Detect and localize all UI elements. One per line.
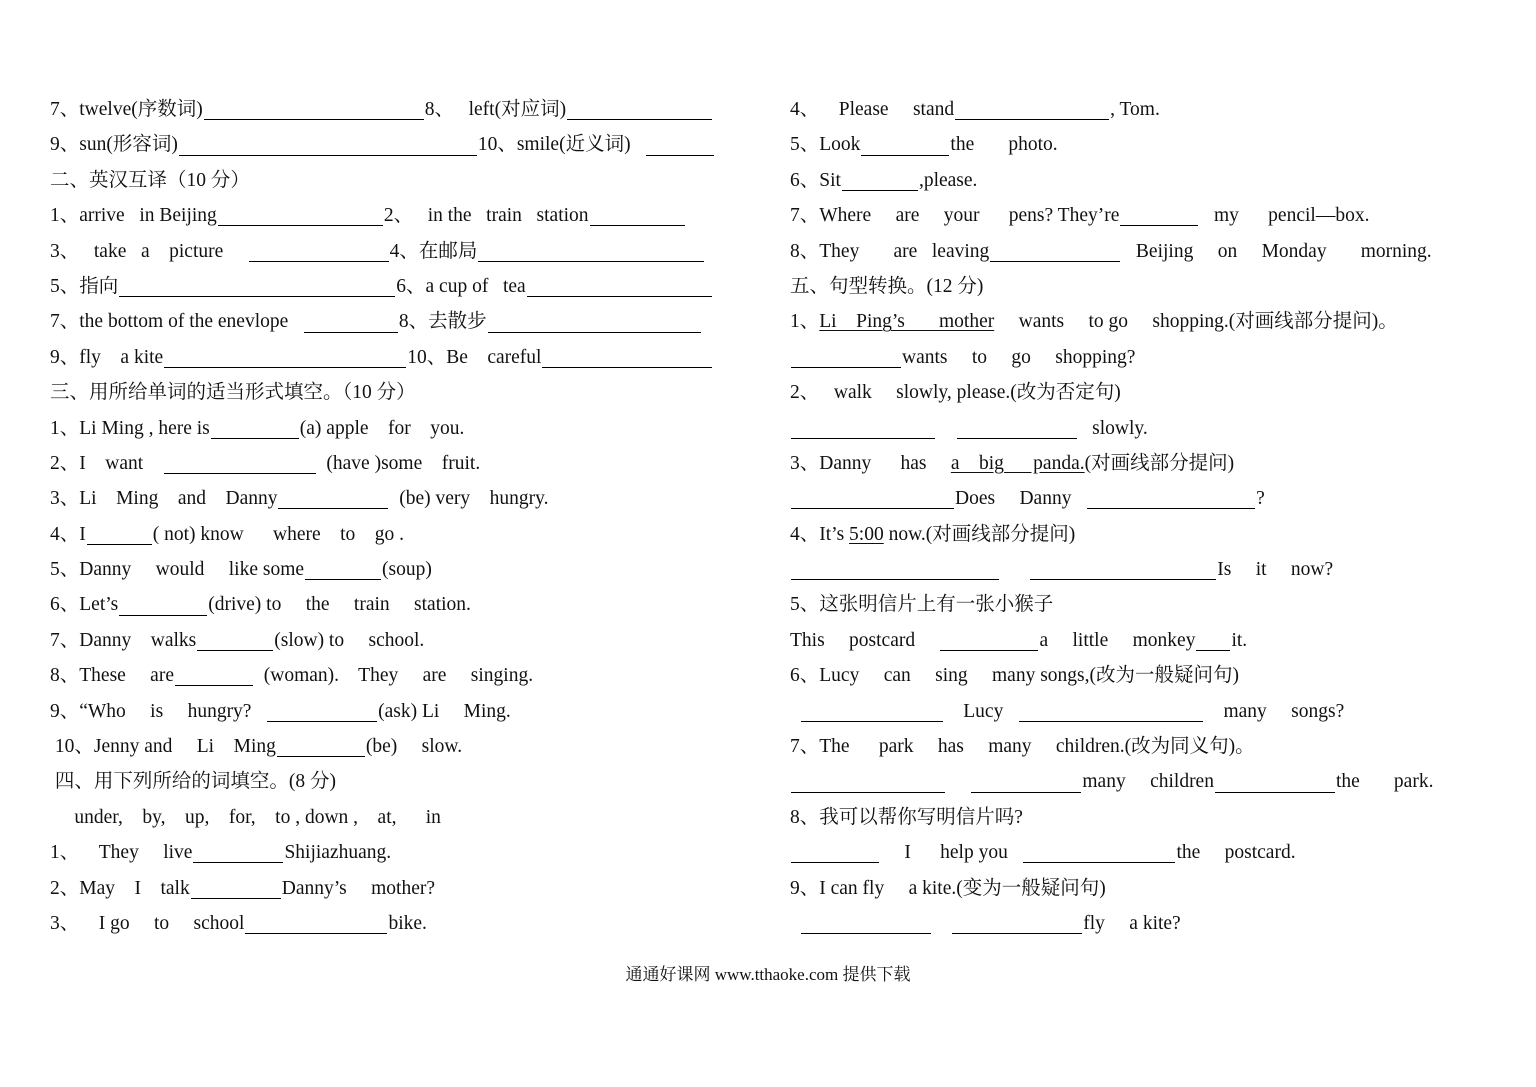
answer-blank[interactable] [791,418,935,439]
line-text: wants to go shopping? [902,346,1136,368]
line-text: 9、fly a kite [50,346,164,368]
exercise-line [790,658,1490,693]
answer-blank[interactable] [478,241,704,262]
answer-blank[interactable] [527,276,712,297]
exercise-line [790,234,1490,269]
exercise-line [790,517,1490,552]
line-text: 9、I can fly a kite.(变为一般疑问句) [790,877,1106,899]
left-column [50,92,750,941]
line-text: (woman). They are singing. [254,665,534,687]
exercise-line [790,198,1490,233]
line-text: 8、They are leaving [790,240,990,262]
answer-blank[interactable] [164,347,406,368]
line-text: 6、a cup of tea [396,275,526,297]
line-text [1000,552,1029,587]
answer-blank[interactable] [791,488,954,509]
answer-blank[interactable] [791,347,901,368]
line-text: ( not) know where to go . [152,523,405,545]
line-text: 6、Lucy can sing many songs,(改为一般疑问句) [790,665,1239,687]
answer-blank[interactable] [861,135,949,156]
exercise-line [790,906,1490,941]
line-text: 4、在邮局 [389,240,478,262]
line-text: , Tom. [1110,99,1160,120]
line-text: 1、 [790,311,820,333]
answer-blank[interactable] [267,701,377,722]
answer-blank[interactable] [193,842,283,863]
exercise-line [790,694,1490,729]
line-text: 三、用所给单词的适当形式填空。（10 分） [50,382,416,404]
exercise-line [790,163,1490,198]
exercise-line [50,375,750,410]
answer-blank[interactable] [304,312,398,333]
line-text: Does Danny [955,488,1087,510]
exercise-line [50,304,750,339]
line-text: 2、I want [50,452,163,474]
line-text: 8、去散步 [398,311,487,333]
exercise-line [790,481,1490,516]
line-text: Lucy [943,700,1018,722]
answer-blank[interactable] [1196,630,1230,651]
line-text: 7、The park has many children.(改为同义句)。 [790,736,1255,758]
answer-blank[interactable] [952,913,1082,934]
line-text: (drive) to the train station. [208,594,471,616]
answer-blank[interactable] [278,488,388,509]
answer-blank[interactable] [801,913,931,934]
answer-blank[interactable] [791,772,945,793]
line-text [946,764,970,799]
exercise-line [790,127,1490,162]
line-text: many children [1082,771,1214,793]
exercise-line [790,411,1490,446]
exercise-line [790,340,1490,375]
answer-blank[interactable] [1019,701,1203,722]
answer-blank[interactable] [175,665,253,686]
exercise-line [50,800,750,835]
line-text: (对画线部分提问) [1084,452,1235,474]
line-text: 四、用下列所给的词填空。(8 分) [50,771,336,793]
exercise-line [50,234,750,269]
answer-blank[interactable] [119,276,395,297]
line-text: 5、指向 [50,275,119,297]
page-footer: 通通好课网 www.tthaoke.com 提供下载 [625,965,911,984]
line-text: 1、arrive in Beijing [50,205,217,227]
line-text: 5、Look [790,134,861,156]
line-text: 10、smile(近义词) [477,134,646,156]
answer-blank[interactable] [191,878,281,899]
exercise-line [790,623,1490,658]
line-text: (ask) Li Ming. [378,700,511,722]
exercise-line [790,304,1490,339]
line-text: many songs? [1203,700,1345,722]
answer-blank[interactable] [940,630,1038,651]
line-text: ? [1256,488,1265,510]
answer-blank[interactable] [1030,559,1216,580]
answer-blank[interactable] [542,347,712,368]
line-text: 7、Where are your pens? They’re [790,205,1120,227]
answer-blank[interactable] [87,524,152,545]
exercise-line [50,729,750,764]
exercise-line [50,694,750,729]
exercise-line [50,552,750,587]
line-text: now.(对画线部分提问) [883,523,1076,545]
line-text: it. [1231,629,1248,651]
line-text: the park. [1335,771,1434,793]
line-text: (have )some fruit. [316,452,481,474]
line-text: 10、Be careful [407,346,542,368]
answer-blank[interactable] [204,99,424,120]
line-text: Is it now? [1217,559,1334,581]
answer-blank[interactable] [791,842,879,863]
answer-blank[interactable] [791,559,999,580]
line-text: 7、Danny walks [50,629,197,651]
answer-blank[interactable] [277,736,365,757]
answer-blank[interactable] [646,135,714,156]
exercise-line [50,658,750,693]
exercise-line [50,198,750,233]
exercise-line [50,764,750,799]
exercise-line [50,163,750,198]
line-text: 5、这张明信片上有一张小猴子 [790,594,1054,616]
exercise-line [790,800,1490,835]
exercise-line [50,587,750,622]
underlined-text: Li Ping’s mother [819,311,995,333]
answer-blank[interactable] [955,99,1109,120]
line-text: 2、 walk slowly, please.(改为否定句) [790,382,1121,404]
line-text: 9、sun(形容词) [50,134,178,156]
line-text: 9、“Who is hungry? [50,700,267,722]
line-text: 五、句型转换。(12 分) [790,275,984,297]
answer-blank[interactable] [990,241,1120,262]
line-text: 2、 in the train station [383,205,589,227]
line-text: 8、我可以帮你写明信片吗? [790,806,1023,828]
answer-blank[interactable] [957,418,1077,439]
line-text: 2、May I talk [50,877,190,899]
line-text: 7、twelve(序数词) [50,99,203,120]
line-text: This postcard [790,629,940,651]
exercise-line [50,411,750,446]
answer-blank[interactable] [1215,772,1335,793]
line-text: (soup) [382,559,432,581]
line-text: 1、Li Ming , here is [50,417,210,439]
answer-blank[interactable] [211,418,299,439]
line-text: 6、Let’s [50,594,119,616]
exercise-line [790,835,1490,870]
exercise-line [50,835,750,870]
line-text: 3、 take a picture [50,240,248,262]
exercise-line [790,269,1490,304]
exercise-line [50,127,750,162]
line-text: 3、Li Ming and Danny [50,488,278,510]
answer-blank[interactable] [249,241,389,262]
line-text: (slow) to school. [274,629,425,651]
exercise-line [790,871,1490,906]
answer-blank[interactable] [164,453,316,474]
line-text: fly a kite? [1083,912,1181,934]
exercise-line [50,623,750,658]
exercise-line [50,481,750,516]
line-text: my pencil—box. [1199,205,1370,227]
line-text: I help you [880,842,1023,864]
answer-blank[interactable] [590,205,685,226]
line-text: under, by, up, for, to , down , at, in [50,806,441,828]
exercise-line [790,764,1490,799]
line-text: Shijiazhuang. [284,842,392,864]
line-text: 7、the bottom of the enevlope [50,311,303,333]
line-text: (be) very hungry. [389,488,549,510]
line-text: 5、Danny would like some [50,559,305,581]
line-text: Beijing on Monday morning. [1121,240,1432,262]
exercise-line [790,92,1490,127]
exercise-line [50,446,750,481]
line-text: slowly. [1077,417,1148,439]
exercise-line [50,906,750,941]
exercise-line [50,92,750,127]
line-text: (be) slow. [365,736,463,758]
exercise-line [790,446,1490,481]
exercise-line [50,340,750,375]
answer-blank[interactable] [842,170,918,191]
line-text: 二、英汉互译（10 分） [50,169,250,191]
line-text: 6、Sit [790,169,841,191]
underlined-text: a big panda. [950,452,1085,474]
line-text: 8、 left(对应词) [424,99,567,120]
answer-blank[interactable] [1120,205,1198,226]
line-text: the photo. [950,134,1058,156]
line-text: ,please. [918,169,978,191]
line-text: 8、These are [50,665,174,687]
answer-blank[interactable] [1087,488,1255,509]
line-text: Danny’s mother? [281,877,435,899]
answer-blank[interactable] [218,205,383,226]
answer-blank[interactable] [305,559,381,580]
line-text [790,694,800,729]
answer-blank[interactable] [488,312,701,333]
line-text: 4、I [50,523,86,545]
answer-blank[interactable] [567,99,712,120]
line-text [932,906,952,941]
line-text [936,411,956,446]
line-text: 4、It’s [790,523,850,545]
line-text: 4、 Please stand [790,99,955,120]
underlined-text: 5:00 [849,523,884,545]
line-text: 3、Danny has [790,452,951,474]
line-text [790,906,800,941]
right-column [790,92,1490,941]
exercise-line [50,517,750,552]
line-text: (a) apple for you. [299,417,465,439]
answer-blank[interactable] [245,913,387,934]
line-text: 3、 I go to school [50,912,245,934]
answer-blank[interactable] [971,772,1081,793]
exercise-line [790,552,1490,587]
exercise-line [50,269,750,304]
line-text: wants to go shopping.(对画线部分提问)。 [994,311,1398,333]
answer-blank[interactable] [1023,842,1175,863]
answer-blank[interactable] [197,630,273,651]
line-text: 10、Jenny and Li Ming [50,736,276,758]
exercise-line [790,375,1490,410]
line-text: bike. [388,912,427,934]
line-text: 1、 They live [50,842,193,864]
answer-blank[interactable] [179,135,477,156]
exercise-line [790,729,1490,764]
exercise-line [50,871,750,906]
answer-blank[interactable] [801,701,943,722]
line-text: a little monkey [1039,629,1196,651]
answer-blank[interactable] [119,595,207,616]
line-text: the postcard. [1176,842,1296,864]
exercise-line [790,587,1490,622]
